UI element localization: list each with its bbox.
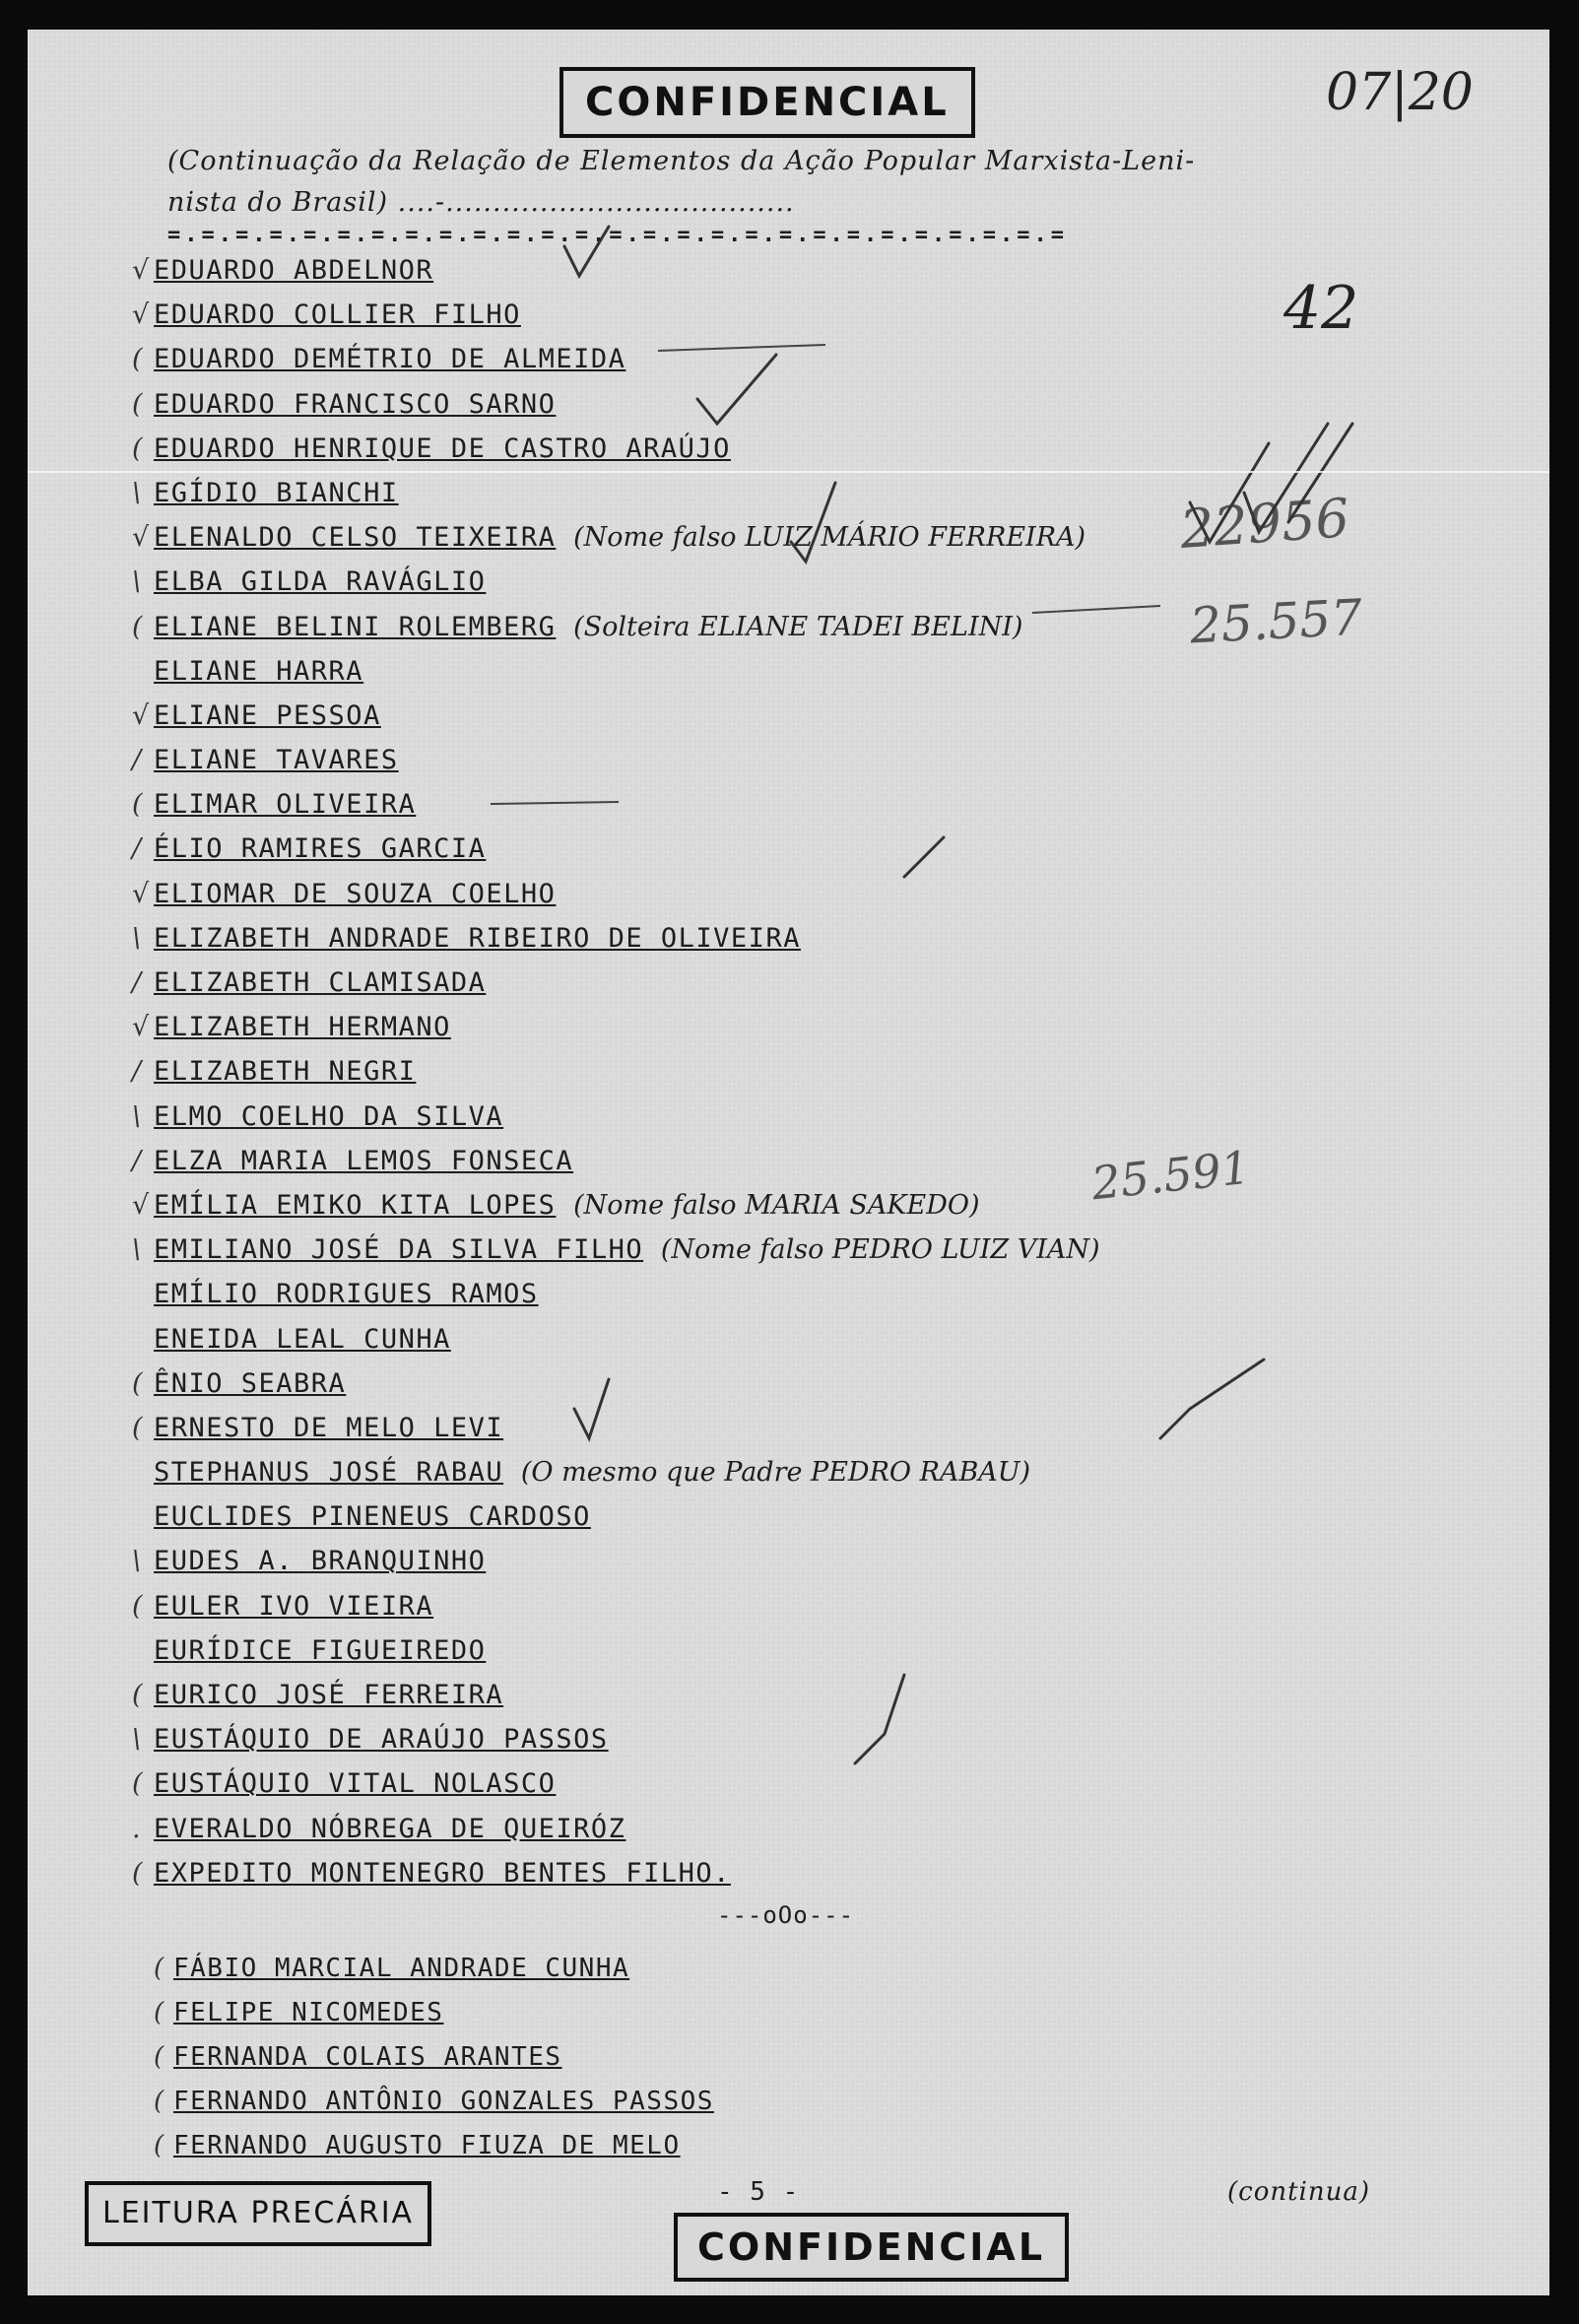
tick-mark-icon: \ [132,477,143,508]
tick-mark-icon: / [132,1145,143,1176]
entry-name: STEPHANUS JOSÉ RABAU [154,1457,504,1489]
document-page [28,30,1549,2295]
tick-mark-icon: √ [132,1189,151,1221]
entry-name: EDUARDO HENRIQUE DE CASTRO ARAÚJO [154,432,731,464]
tick-mark-icon: / [132,833,143,865]
tick-mark-icon: / [132,1056,143,1088]
header-rule: =.=.=.=.=.=.=.=.=.=.=.=.=.=.=.=.=.=.=.=.=.=.=.=.=.=.= [167,223,1068,247]
tick-mark-icon: ( [154,1954,165,1983]
tick-mark-icon: ( [132,1680,145,1710]
tick-mark-icon: ( [132,1590,145,1622]
entry-name: ERNESTO DE MELO LEVI [154,1412,504,1443]
entry-name: ELIANE BELINI ROLEMBERG [154,611,557,642]
entry-name: EMÍLIO RODRIGUES RAMOS [154,1279,539,1310]
handwritten-note-2: 25.557 [1188,588,1364,655]
header-line-2: nista do Brasil) ....-..................................... [167,187,795,218]
entry-name: ELZA MARIA LEMOS FONSECA [154,1145,574,1176]
tick-mark-icon: √ [132,1012,151,1043]
leitura-precaria-stamp: LEITURA PRECÁRIA [85,2181,431,2246]
entry-name: FÁBIO MARCIAL ANDRADE CUNHA [173,1954,630,1983]
check-mark-icon [697,355,776,424]
entry-name: ELIZABETH ANDRADE RIBEIRO DE OLIVEIRA [154,922,801,954]
tick-mark-icon: . [132,1813,143,1844]
tick-mark-icon: √ [132,522,151,554]
entry-name: ELIANE HARRA [154,655,364,687]
tick-mark-icon: ( [132,432,145,464]
handwritten-42: 42 [1283,274,1359,343]
tick-mark-icon: \ [132,1234,143,1266]
check-mark-icon [564,227,609,276]
entry-name: ELIZABETH CLAMISADA [154,967,487,998]
handwritten-check-marks [28,30,1549,2295]
tick-mark-icon: ( [132,1768,145,1800]
entry-name: EURÍDICE FIGUEIREDO [154,1634,487,1666]
tick-mark-icon: \ [132,922,143,954]
entry-note: (O mesmo que Padre PEDRO RABAU) [520,1457,1031,1489]
tick-mark-icon: √ [132,255,151,286]
tick-mark-icon: ( [132,1412,145,1443]
check-mark-icon [855,1675,904,1763]
entry-name: ELIOMAR DE SOUZA COELHO [154,878,557,909]
entry-name: ELENALDO CELSO TEIXEIRA [154,522,557,554]
confidencial-stamp-bottom: CONFIDENCIAL [674,2213,1069,2282]
entry-name: EUSTÁQUIO DE ARAÚJO PASSOS [154,1724,609,1756]
check-mark-icon [904,837,944,877]
entry-name: EGÍDIO BIANCHI [154,477,399,508]
tick-mark-icon: √ [132,299,151,331]
tick-mark-icon: ( [132,344,145,375]
entry-name: ELIANE TAVARES [154,745,399,776]
entry-name: EMÍLIA EMIKO KITA LOPES [154,1189,557,1221]
tick-mark-icon: √ [132,699,151,731]
tick-mark-icon: ( [132,1857,145,1889]
tick-mark-icon: / [132,745,143,776]
tick-mark-icon: / [132,967,143,998]
entry-note: (Solteira ELIANE TADEI BELINI) [573,611,1023,642]
entry-note: (Nome falso LUIZ MÁRIO FERREIRA) [573,522,1086,554]
tick-mark-icon: \ [132,1100,143,1132]
entry-name: EUCLIDES PINENEUS CARDOSO [154,1501,591,1533]
handwritten-note-1: 22956 [1178,487,1351,561]
entry-name: ELBA GILDA RAVÁGLIO [154,566,487,598]
tick-mark-icon: \ [132,566,143,598]
entry-name: EUSTÁQUIO VITAL NOLASCO [154,1768,557,1800]
entry-name: ELIZABETH HERMANO [154,1012,451,1043]
entry-name: EDUARDO DEMÉTRIO DE ALMEIDA [154,344,626,375]
check-mark-icon [1160,1360,1264,1438]
header-line-1: (Continuação da Relação de Elementos da Ação Popular Marxista-Leni- [167,146,1196,176]
entry-name: ÉLIO RAMIRES GARCIA [154,833,487,865]
handwritten-note-3: 25.591 [1088,1140,1253,1211]
scan-artifact-line [28,471,1549,473]
tick-mark-icon: ( [132,611,145,642]
entry-name: EURICO JOSÉ FERREIRA [154,1680,504,1710]
entry-note: (Nome falso MARIA SAKEDO) [573,1189,980,1221]
entry-name: EUDES A. BRANQUINHO [154,1546,487,1577]
entry-name: ENEIDA LEAL CUNHA [154,1323,451,1355]
entry-name: ELIZABETH NEGRI [154,1056,417,1088]
entry-name: ELIANE PESSOA [154,699,381,731]
entry-name: EVERALDO NÓBREGA DE QUEIRÓZ [154,1813,626,1844]
tick-mark-icon: √ [132,878,151,909]
entry-name: ELMO COELHO DA SILVA [154,1100,504,1132]
entry-name: FERNANDO ANTÔNIO GONZALES PASSOS [173,2087,714,2116]
entry-name: FERNANDO AUGUSTO FIUZA DE MELO [173,2131,681,2160]
entry-name: EDUARDO COLLIER FILHO [154,299,521,331]
entry-name: FERNANDA COLAIS ARANTES [173,2042,562,2072]
entry-name: EDUARDO ABDELNOR [154,255,434,286]
entry-note: (Nome falso PEDRO LUIZ VIAN) [660,1234,1100,1266]
page-number: - 5 - [717,2177,800,2207]
tick-mark-icon: ( [154,2087,165,2116]
continued-note: (continua) [1227,2177,1371,2207]
entry-name: EULER IVO VIEIRA [154,1590,434,1622]
entry-name: ELIMAR OLIVEIRA [154,789,417,821]
section-separator: ---oOo--- [717,1901,855,1929]
entry-name: EDUARDO FRANCISCO SARNO [154,388,557,420]
entry-name: ÊNIO SEABRA [154,1367,347,1399]
tick-mark-icon: ( [154,2042,165,2072]
entry-name: FELIPE NICOMEDES [173,1998,444,2027]
tick-mark-icon: \ [132,1724,143,1756]
folio-number: 07|20 [1326,63,1474,122]
tick-mark-icon: \ [132,1546,143,1577]
check-mark-icon [791,483,835,562]
tick-mark-icon: ( [154,1998,165,2027]
confidencial-stamp-top: CONFIDENCIAL [559,67,975,138]
underline-strokes [491,345,1160,804]
check-mark-icon [574,1379,609,1438]
tick-mark-icon: ( [154,2131,165,2160]
entry-name: EXPEDITO MONTENEGRO BENTES FILHO. [154,1857,731,1889]
tick-mark-icon: ( [132,789,145,821]
tick-mark-icon: ( [132,388,145,420]
tick-mark-icon: ( [132,1367,145,1399]
check-mark-icon [1244,424,1328,532]
entry-name: EMILIANO JOSÉ DA SILVA FILHO [154,1234,644,1266]
